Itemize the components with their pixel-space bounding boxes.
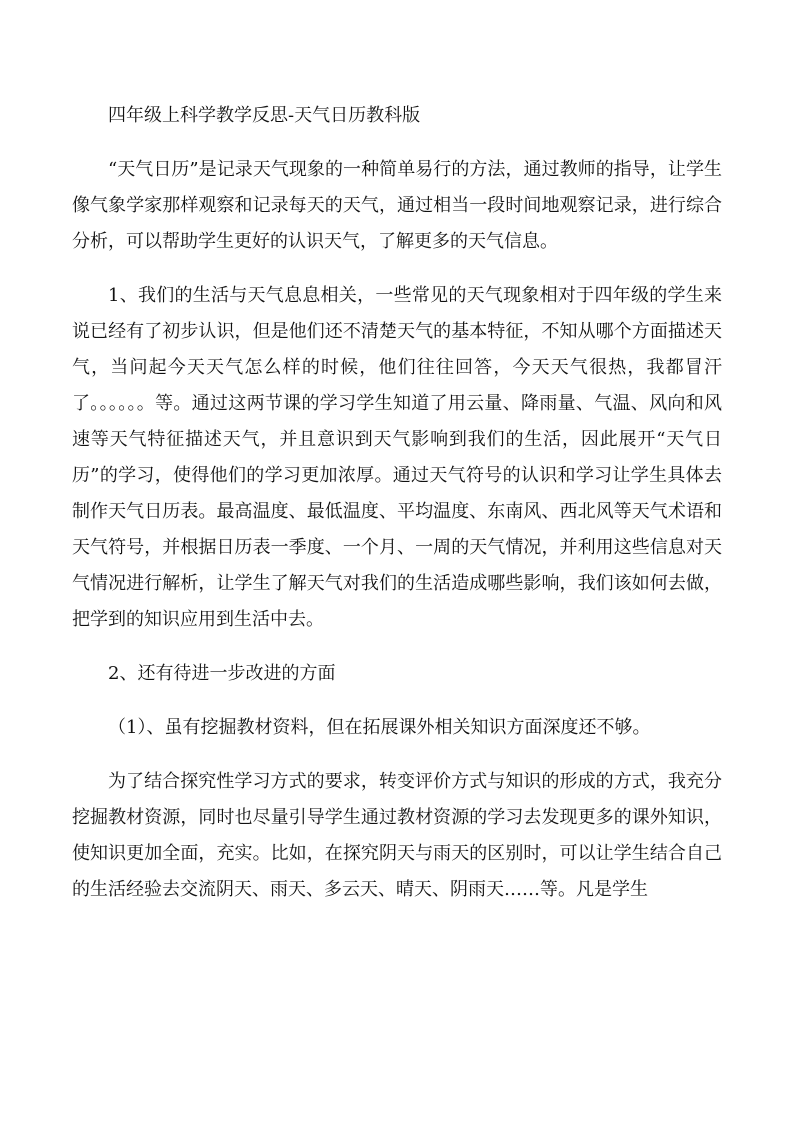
- document-title: 四年级上科学教学反思-天气日历教科版: [108, 105, 421, 126]
- paragraph-continuation: 为了结合探究性学习方式的要求，转变评价方式与知识的形成的方式，我充分挖掘教材资源，同时也尽量引导学生通过教材资源的学习去发现更多的课外知识，使知识更加全面，充实。比如，在探究阴天与雨天的区别时，可以让学生结合自己的生活经验去交流阴天、雨天、多云天、晴天、阴雨天……等。凡是学生: [72, 771, 722, 900]
- paragraph-subpoint-1: （1）、虽有挖掘教材资料，但在拓展课外相关知识方面深度还不够。: [108, 717, 651, 738]
- paragraph-point-2-heading: 2、还有待进一步改进的方面: [108, 663, 336, 684]
- paragraph-intro: “天气日历”是记录天气现象的一种简单易行的方法，通过教师的指导，让学生像气象学家那样观察和记录每天的天气，通过相当一段时间地观察记录，进行综合分析，可以帮助学生更好的认识天气，了解更多的天气信息。: [72, 159, 722, 252]
- document-body: [72, 98, 722, 908]
- paragraph-point-1: 1、我们的生活与天气息息相关，一些常见的天气现象相对于四年级的学生来说已经有了初步认识，但是他们还不清楚天气的基本特征，不知从哪个方面描述天气，当问起今天天气怎么样的时候，他们往往回答，今天天气很热，我都冒汗了。。。。。。等。通过这两节课的学习学生知道了用云量、降雨量、气温、风向和风速等天气特征描述天气，并且意识到天气影响到我们的生活，因此展开“天气日历”的学习，使得他们的学习更加浓厚。通过天气符号的认识和学习让学生具体去制作天气日历表。最高温度、最低温度、平均温度、东南风、西北风等天气术语和天气符号，并根据日历表一季度、一个月、一周的天气情况，并利用这些信息对天气情况进行解析，让学生了解天气对我们的生活造成哪些影响，我们该如何去做，把学到的知识应用到生活中去。: [72, 285, 722, 630]
